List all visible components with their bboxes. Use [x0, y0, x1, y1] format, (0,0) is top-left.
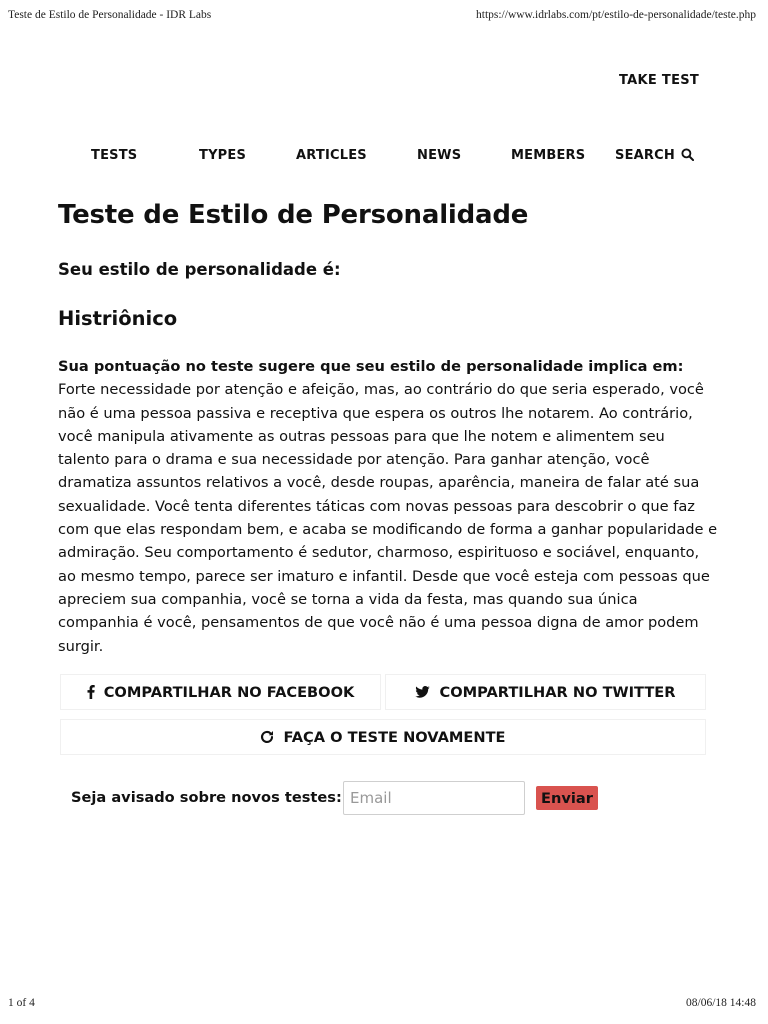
nav-search-label: SEARCH	[615, 148, 675, 163]
print-page-number: 1 of 4	[8, 997, 35, 1009]
nav-members[interactable]: MEMBERS	[511, 148, 586, 163]
share-facebook-label: COMPARTILHAR NO FACEBOOK	[103, 683, 355, 701]
result-description	[58, 355, 718, 658]
facebook-icon	[87, 685, 95, 699]
description-lead: Sua pontuação no teste sugere que seu estilo de personalidade implica em:	[58, 358, 684, 375]
nav-articles[interactable]: ARTICLES	[296, 148, 367, 163]
nav-tests[interactable]: TESTS	[91, 148, 138, 163]
share-row	[60, 674, 706, 710]
nav-types[interactable]: TYPES	[199, 148, 247, 163]
share-twitter-button[interactable]	[385, 674, 706, 710]
retake-test-label: FAÇA O TESTE NOVAMENTE	[283, 728, 506, 746]
search-icon	[681, 148, 694, 161]
result-type: Histriônico	[58, 307, 178, 330]
refresh-icon	[260, 730, 274, 744]
take-test-link[interactable]: TAKE TEST	[619, 73, 700, 88]
description-body: Forte necessidade por atenção e afeição, mas, ao contrário do que seria esperado, você não é uma pessoa passiva e receptiva que espera os outros lhe notarem. Ao contrário, você manipula ativamente as outras pessoas para que lhe notem e alimentem seu talento para o drama e sua necessidade por atenção. Para ganhar atenção, você dramatiza assuntos relativos a você, desde roupas, aparência, maneira de falar até sua sexualidade. Você tenta diferentes táticas com novas pessoas para descobrir o que faz com que elas respondam bem, e acaba se modificando de forma a ganhar popularidade e admiração. Seu comportamento é sedutor, charmoso, espirituoso e sociável, enquanto, ao mesmo tempo, parece ser imaturo e infantil. Desde que você esteja com pessoas que apreciem sua companhia, você se torna a vida da festa, mas quando sua única companhia é você, pensamentos de que você não é uma pessoa digna de amor podem surgir.	[58, 381, 718, 655]
print-page-url: https://www.idrlabs.com/pt/estilo-de-personalidade/teste.php	[476, 9, 756, 21]
print-datetime: 08/06/18 14:48	[686, 997, 756, 1009]
newsletter-label: Seja avisado sobre novos testes:	[71, 789, 342, 806]
share-facebook-button[interactable]	[60, 674, 381, 710]
result-intro: Seu estilo de personalidade é:	[58, 260, 341, 279]
print-page-title: Teste de Estilo de Personalidade - IDR Labs	[8, 9, 212, 21]
page-title: Teste de Estilo de Personalidade	[58, 200, 529, 230]
nav-search[interactable]	[615, 148, 694, 163]
nav-news[interactable]: NEWS	[417, 148, 462, 163]
retake-test-button[interactable]	[60, 719, 706, 755]
submit-button[interactable]: Enviar	[536, 786, 598, 810]
email-input[interactable]	[343, 781, 525, 815]
twitter-icon	[415, 686, 430, 698]
share-twitter-label: COMPARTILHAR NO TWITTER	[439, 683, 676, 701]
